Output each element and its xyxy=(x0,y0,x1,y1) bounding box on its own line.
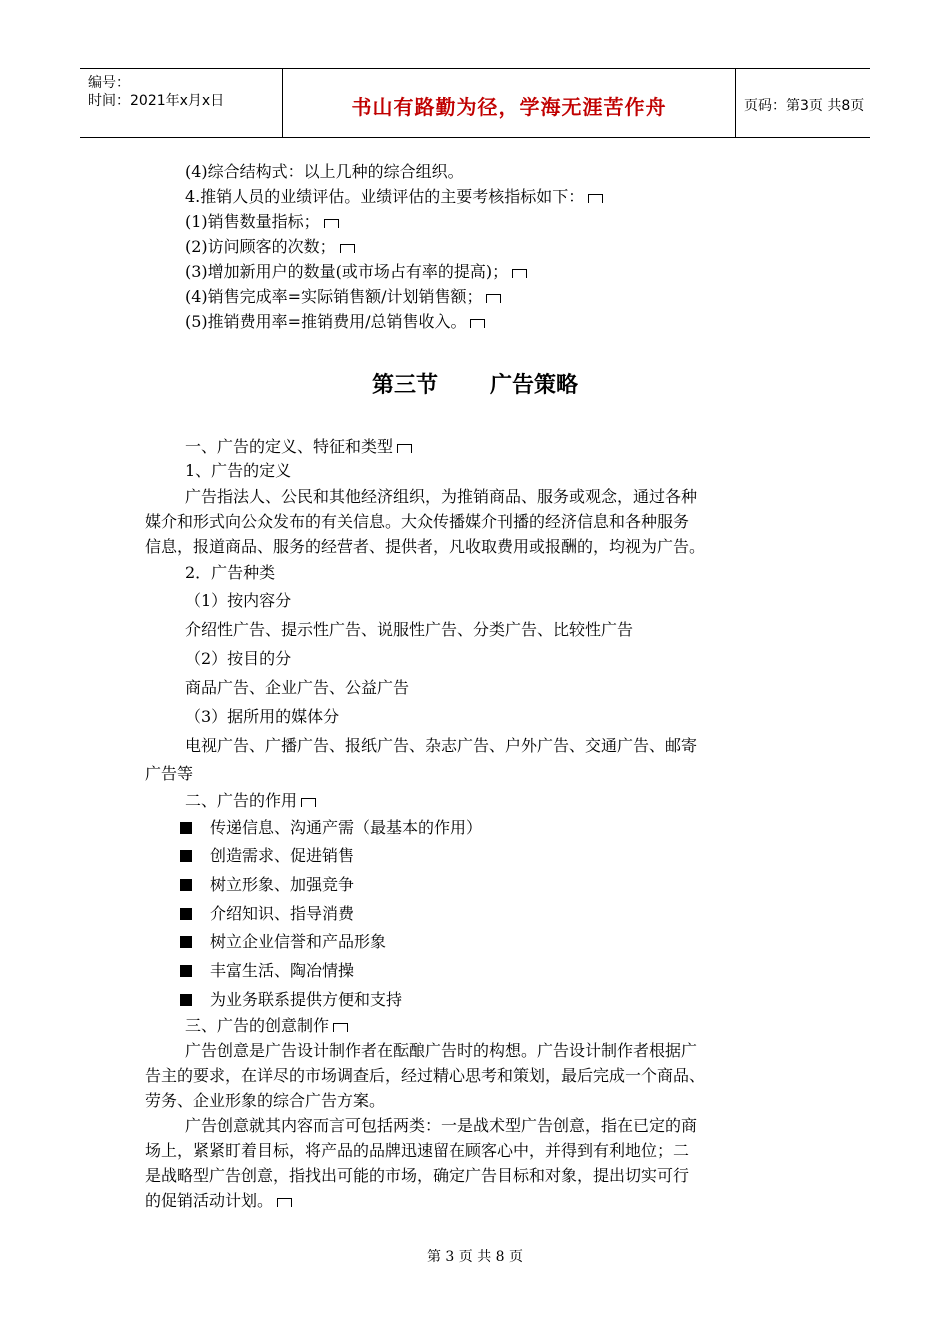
list-item: 树立形象、加强竞争 xyxy=(180,875,354,895)
page-footer: 第 3 页 共 8 页 xyxy=(426,1249,524,1265)
subheading-types: 2．广告种类 xyxy=(185,563,276,582)
subheading-definition: 1、广告的定义 xyxy=(185,461,292,480)
square-bullet-icon xyxy=(180,822,192,834)
paragraph-mark-icon xyxy=(486,294,501,303)
type-by-content: （1）按内容分 xyxy=(185,591,292,610)
square-bullet-icon xyxy=(180,879,192,891)
header-info-cell xyxy=(80,69,283,137)
paragraph-line: 信息，报道商品、服务的经营者、提供者，凡收取费用或报酬的，均视为广告。 xyxy=(145,537,706,556)
paragraph-line: 是战略型广告创意，指找出可能的市场，确定广告目标和对象，提出切实可行 xyxy=(145,1166,690,1185)
paragraph-mark-icon xyxy=(470,319,485,328)
paragraph-mark-icon xyxy=(333,1023,348,1032)
type-by-purpose: （2）按目的分 xyxy=(185,649,292,668)
type-by-media-list: 电视广告、广播广告、报纸广告、杂志广告、户外广告、交通广告、邮寄 xyxy=(185,736,698,755)
list-item: 介绍知识、指导消费 xyxy=(180,904,354,924)
list-item: 创造需求、促进销售 xyxy=(180,846,354,866)
paragraph-line: 广告创意是广告设计制作者在酝酿广告时的构想。广告设计制作者根据广 xyxy=(185,1041,698,1060)
square-bullet-icon xyxy=(180,908,192,920)
text-line: (3)增加新用户的数量(或市场占有率的提高)； xyxy=(185,262,527,282)
paragraph-mark-icon xyxy=(588,194,603,203)
paragraph-line: 广告创意就其内容而言可包括两类：一是战术型广告创意，指在已定的商 xyxy=(185,1116,698,1135)
text-line: (4)综合结构式：以上几种的综合组织。 xyxy=(185,162,464,181)
type-by-purpose-list: 商品广告、企业广告、公益广告 xyxy=(185,678,410,697)
square-bullet-icon xyxy=(180,850,192,862)
list-item: 传递信息、沟通产需（最基本的作用） xyxy=(180,818,482,838)
paragraph-mark-icon xyxy=(340,244,355,253)
type-by-content-list: 介绍性广告、提示性广告、说服性广告、分类广告、比较性广告 xyxy=(185,620,634,639)
paragraph-mark-icon xyxy=(324,219,339,228)
list-item: 丰富生活、陶冶情操 xyxy=(180,961,354,981)
heading-part2: 二、广告的作用 xyxy=(185,791,316,811)
text-line: 4.推销人员的业绩评估。业绩评估的主要考核指标如下： xyxy=(185,187,603,207)
section-title: 第三节 广告策略 xyxy=(371,373,579,398)
square-bullet-icon xyxy=(180,936,192,948)
paragraph-line: 广告指法人、公民和其他经济组织，为推销商品、服务或观念，通过各种 xyxy=(185,487,698,506)
type-by-media: （3）据所用的媒体分 xyxy=(185,707,340,726)
header-page-code: 页码：第3页 共8页 xyxy=(744,98,865,114)
document-number-label: 编号： xyxy=(88,75,130,91)
heading-part1: 一、广告的定义、特征和类型 xyxy=(185,437,412,457)
paragraph-line: 告主的要求，在详尽的市场调查后，经过精心思考和策划，最后完成一个商品、 xyxy=(145,1066,706,1085)
paragraph-mark-icon xyxy=(512,269,527,278)
header-motto-cell xyxy=(283,69,736,137)
text-line: (4)销售完成率=实际销售额/计划销售额； xyxy=(185,287,501,307)
list-item: 为业务联系提供方便和支持 xyxy=(180,990,402,1010)
heading-part3: 三、广告的创意制作 xyxy=(185,1016,348,1036)
square-bullet-icon xyxy=(180,965,192,977)
page-header xyxy=(80,68,870,138)
header-motto: 书山有路勤为径，学海无涯苦作舟 xyxy=(351,95,667,119)
header-page-cell xyxy=(736,69,870,137)
paragraph-line: 劳务、企业形象的综合广告方案。 xyxy=(145,1091,386,1110)
paragraph-mark-icon xyxy=(277,1198,292,1207)
paragraph-line: 的促销活动计划。 xyxy=(145,1191,292,1211)
paragraph-mark-icon xyxy=(301,798,316,807)
paragraph-mark-icon xyxy=(397,444,412,453)
paragraph-line: 场上，紧紧盯着目标，将产品的品牌迅速留在顾客心中，并得到有利地位；二 xyxy=(145,1141,690,1160)
paragraph-line: 媒介和形式向公众发布的有关信息。大众传播媒介刊播的经济信息和各种服务 xyxy=(145,512,690,531)
square-bullet-icon xyxy=(180,994,192,1006)
text-line: (2)访问顾客的次数； xyxy=(185,237,355,257)
type-by-media-list-cont: 广告等 xyxy=(145,764,194,783)
text-line: (5)推销费用率=推销费用/总销售收入。 xyxy=(185,312,485,332)
document-time-label: 时间：2021年x月x日 xyxy=(88,93,225,109)
text-line: (1)销售数量指标； xyxy=(185,212,339,232)
list-item: 树立企业信誉和产品形象 xyxy=(180,932,386,952)
